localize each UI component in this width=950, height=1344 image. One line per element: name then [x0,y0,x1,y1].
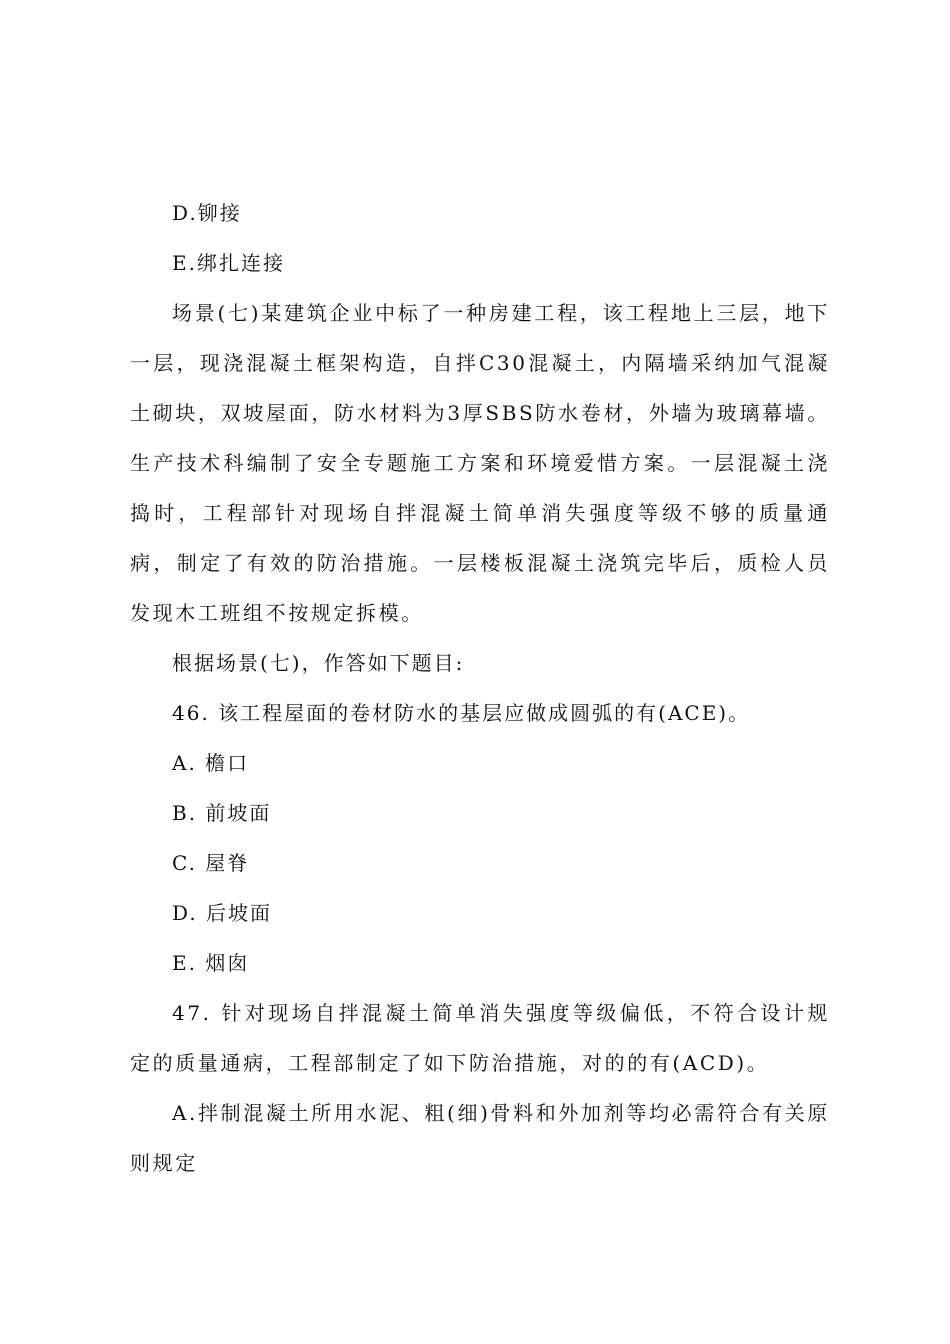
question-47-option-a: A.拌制混凝土所用水泥、粗(细)骨料和外加剂等均必需符合有关原则规定 [130,1101,830,1175]
scene-paragraph: 场景(七)某建筑企业中标了一种房建工程，该工程地上三层，地下一层，现浇混凝土框架构造，自拌C30混凝土，内隔墙采纳加气混凝土砌块，双坡屋面，防水材料为3厚SBS防水卷材，外墙为玻璃幕墙。生产技术科编制了安全专题施工方案和环境爱惜方案。一层混凝土浇捣时，工程部针对现场自拌混凝土简单消失强度等级不够的质量通病，制定了有效的防治措施。一层楼板混凝土浇筑完毕后，质检人员发现木工班组不按规定拆模。 [130,301,830,625]
option-e-binding: E.绑扎连接 [172,251,285,275]
document-body [130,188,830,1188]
question-46-option-a: A. 檐口 [172,751,250,775]
question-46: 46. 该工程屋面的卷材防水的基层应做成圆弧的有(ACE)。 [172,701,751,725]
question-46-option-d: D. 后坡面 [172,901,273,925]
question-46-option-e: E. 烟囱 [172,951,250,975]
question-46-option-c: C. 屋脊 [172,851,250,875]
question-46-option-b: B. 前坡面 [172,801,272,825]
question-47: 47. 针对现场自拌混凝土简单消失强度等级偏低，不符合设计规定的质量通病，工程部制定了如下防治措施，对的的有(ACD)。 [130,1001,830,1075]
option-d-riveting: D.铆接 [172,201,242,225]
answer-intro: 根据场景(七)，作答如下题目: [172,651,465,675]
